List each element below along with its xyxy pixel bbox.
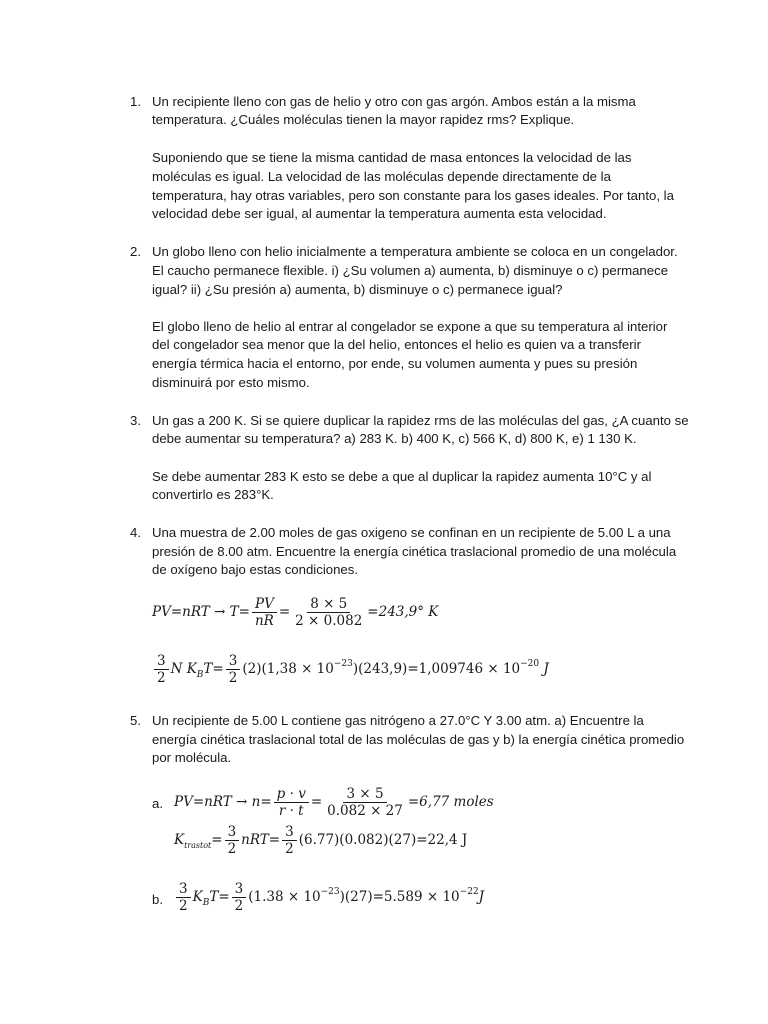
question-text: El caucho permanece flexible. i) ¿Su volumen a) aumenta, b) disminuye o c) permanece [152, 263, 669, 278]
question-text: Un globo lleno con helio inicialmente a temperatura ambiente se coloca en un congelador. [152, 244, 678, 259]
part-label-a: a. [152, 796, 163, 811]
question-text: Un recipiente lleno con gas de helio y otro con gas argón. Ambos están a la misma [152, 94, 636, 109]
question-number: 3. [130, 413, 141, 428]
answer-text: disminuirá por esto mismo. [152, 375, 310, 390]
answer-text: energía térmica hacia el entorno, por ende, su volumen aumenta y pues su presión [152, 356, 638, 371]
question-text: de oxígeno bajo estas condiciones. [152, 562, 359, 577]
answer-text: Suponiendo que se tiene la misma cantidad de masa entonces la velocidad de las [152, 150, 632, 165]
question-text: Un recipiente de 5.00 L contiene gas nitrógeno a 27.0°C Y 3.00 atm. a) Encuentre la [152, 713, 644, 728]
answer-text: moléculas es igual. La velocidad de las moléculas depende directamente de la [152, 169, 611, 184]
question-text: Un gas a 200 K. Si se quiere duplicar la rapidez rms de las moléculas del gas, ¿A cuanto se [152, 413, 689, 428]
question-text: por molécula. [152, 750, 232, 765]
equation-5b: $\frac{3}{2}$ $K_BT=$ $\frac{3}{2}$ $(1.38 \times 10^{-23})(27)=5.589 \times 10^{-22}J$ [174, 881, 484, 914]
question-number: 2. [130, 244, 141, 259]
answer-text: Se debe aumentar 283 K esto se debe a que al duplicar la rapidez aumenta 10°C y al [152, 469, 652, 484]
question-text: igual? ii) ¿Su presión a) aumenta, b) disminuye o c) permanece igual? [152, 282, 563, 297]
answer-text: velocidad debe ser igual, al aumentar la temperatura aumenta esta velocidad. [152, 206, 607, 221]
question-text: temperatura. ¿Cuáles moléculas tienen la mayor rapidez rms? Explique. [152, 112, 575, 127]
answer-text: convertirlo es 283°K. [152, 487, 274, 502]
equation-5a-1: PV=nRT → n= $\frac{p \cdot v}{r \cdot t}$ = $\frac{3 \times 5}{0.082 \times 27}$ =6,77 moles [174, 786, 494, 819]
question-text: Una muestra de 2.00 moles de gas oxigeno se confinan en un recipiente de 5.00 L a una [152, 525, 671, 540]
question-number: 5. [130, 713, 141, 728]
answer-text: del congelador sea menor que la del helio, entonces el helio es quien va a transferir [152, 337, 641, 352]
part-label-b: b. [152, 892, 163, 907]
equation-5a-2: $K_{trastot}=$ $\frac{3}{2}$ nRT= $\frac{3}{2}$ (6.77)(0.082)(27)=22,4 J [174, 824, 468, 857]
question-text: presión de 8.00 atm. Encuentre la energía cinética traslacional promedio de una molécula [152, 544, 677, 559]
answer-text: El globo lleno de helio al entrar al congelador se expone a que su temperatura al interior [152, 319, 668, 334]
question-text: debe aumentar su temperatura? a) 283 K. b) 400 K, c) 566 K, d) 800 K, e) 1 130 K. [152, 431, 637, 446]
question-number: 1. [130, 94, 141, 109]
question-number: 4. [130, 525, 141, 540]
equation-4b: $\frac{3}{2}$ N $K_BT=$ $\frac{3}{2}$ $(2)(1,38 \times 10^{-23})(243,9)=1,009746 \times 10^{-20}$ J [152, 653, 549, 686]
answer-text: temperatura, hay otras variables, pero son constante para los gases ideales. Por tanto, la [152, 188, 674, 203]
equation-4a: PV=nRT → T= $\frac{PV}{nR}$ = $\frac{8 \times 5}{2 \times 0.082}$ =243,9° K [152, 596, 439, 629]
question-text: energía cinética traslacional total de las moléculas de gas y b) la energía cinética promedio [152, 732, 685, 747]
